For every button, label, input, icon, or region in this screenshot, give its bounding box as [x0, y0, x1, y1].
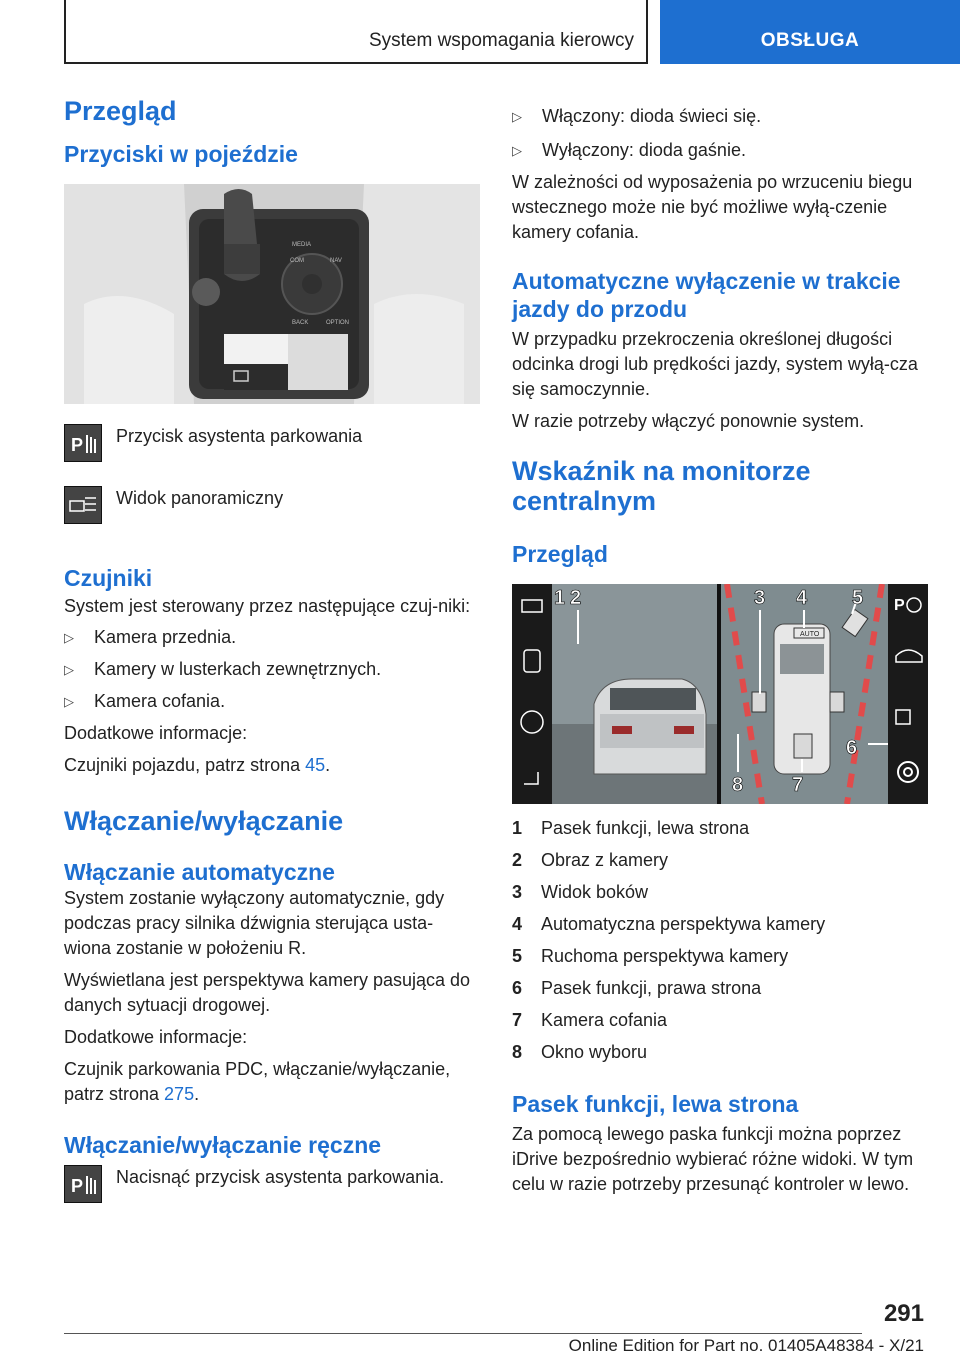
callout-4: 4 [796, 587, 808, 609]
item-parking-button [64, 424, 480, 468]
sensor-item: ▷ Kamera przednia. [64, 625, 480, 650]
callout-2: 2 [570, 587, 582, 609]
led-on-item: ▷ Włączony: dioda świeci się. [512, 104, 928, 129]
sensors-reference: Czujniki pojazdu, patrz strona 45. [64, 755, 331, 775]
legend-item [512, 944, 928, 976]
legend-item [512, 1040, 928, 1072]
callout-1: 1 [554, 587, 566, 609]
label-com: COM [290, 258, 304, 264]
monitor-illustration [512, 584, 928, 804]
sensor-item: ▷ Kamera cofania. [64, 689, 480, 714]
auto-paragraph-1: System zostanie wyłączony automatycznie, gdy podczas pracy silnika dźwignia sterująca usta-wiona zostanie w położeniu R. [64, 888, 445, 958]
legend-text: Obraz z kamery [541, 850, 669, 870]
left-bar-paragraph: Za pomocą lewego paska funkcji można poprzez iDrive bezpośrednio wybierać różne widoki. W tym celu w razie potrzeby przesunąć kontroler w lewo. [512, 1124, 914, 1194]
heading-overview-2: Przegląd [512, 541, 608, 567]
label-option: OPTION [326, 320, 350, 326]
pdc-reference: Czujnik parkowania PDC, włączanie/wyłączanie, patrz strona 275. [64, 1059, 451, 1104]
legend-text: Ruchoma perspektywa kamery [541, 946, 789, 966]
legend-number: 2 [512, 850, 523, 870]
sensors-intro: System jest sterowany przez następujące czuj-niki: [64, 596, 471, 616]
pdc-ref-text: Czujnik parkowania PDC, włączanie/wyłączanie, patrz strona [64, 1059, 451, 1104]
label-media: MEDIA [292, 242, 312, 248]
header-section-title: System wspomagania kierowcy [368, 30, 634, 51]
legend-item [512, 1008, 928, 1040]
legend-number: 6 [512, 978, 523, 998]
legend-item [512, 816, 928, 848]
parking-icon: P [894, 597, 905, 614]
svg-text:P: P [71, 1176, 84, 1196]
legend-item [512, 848, 928, 880]
legend-text: Widok boków [541, 882, 649, 902]
label-nav: NAV [330, 258, 342, 264]
legend-item [512, 880, 928, 912]
heading-left-bar: Pasek funkcji, lewa strona [512, 1091, 799, 1117]
legend-number: 1 [512, 818, 523, 838]
heading-overview: Przegląd [64, 96, 177, 126]
heading-auto-on: Włączanie automatyczne [64, 859, 335, 885]
legend-number: 3 [512, 882, 523, 902]
led-off-item: ▷ Wyłączony: dioda gaśnie. [512, 138, 928, 163]
right-column [512, 96, 928, 1197]
callout-7: 7 [792, 774, 804, 796]
legend-item [512, 976, 928, 1008]
legend-text: Okno wyboru [541, 1042, 648, 1062]
legend-text: Pasek funkcji, prawa strona [541, 978, 762, 998]
monitor-screenshot [512, 584, 928, 804]
sensors-list [64, 625, 480, 714]
legend-number: 8 [512, 1042, 523, 1062]
label-back: BACK [292, 320, 309, 326]
heading-sensors: Czujniki [64, 565, 153, 591]
manual-label: Nacisnąć przycisk asystenta parkowania. [116, 1167, 445, 1187]
heading-buttons: Przyciski w pojeździe [64, 141, 298, 167]
callout-3: 3 [754, 587, 766, 609]
pdc-page-link[interactable]: 275 [164, 1084, 195, 1104]
item-manual [64, 1165, 480, 1209]
footer-edition: Online Edition for Part no. 01405A48384 - X/21 [568, 1336, 924, 1355]
heading-display: Wskaźnik na monitorze centralnym [512, 456, 811, 516]
auto-paragraph-2: Wyświetlana jest perspektywa kamery pasująca do danych sytuacji drogowej. [64, 970, 471, 1015]
svg-text:P: P [71, 435, 84, 455]
parking-assistant-icon [64, 1165, 102, 1203]
auto-off-paragraph-2: W razie potrzeby włączyć ponownie system. [512, 411, 865, 431]
console-photo [64, 184, 480, 404]
auto-off-paragraph-1: W przypadku przekroczenia określonej długości odcinka drogi lub prędkości jazdy, system wyłą-cza się samoczynnie. [512, 329, 918, 399]
legend-number: 5 [512, 946, 523, 966]
more-info-label: Dodatkowe informacje: [64, 1027, 248, 1047]
legend-number: 7 [512, 1010, 523, 1030]
parking-assistant-icon [64, 424, 102, 462]
legend-text: Kamera cofania [541, 1010, 668, 1030]
header-chapter-tab [660, 0, 960, 64]
auto-label: AUTO [800, 631, 820, 638]
heading-on-off: Włączanie/wyłączanie [64, 806, 344, 836]
header-chapter-title: OBSŁUGA [760, 30, 860, 51]
legend-list [512, 816, 928, 1072]
page-number: 291 [883, 1300, 924, 1327]
heading-manual: Włączanie/wyłączanie ręczne [64, 1132, 382, 1158]
left-column [64, 96, 480, 1209]
parking-button-label: Przycisk asystenta parkowania [116, 426, 363, 446]
item-panorama-button [64, 486, 480, 530]
footer-divider [64, 1333, 862, 1334]
more-info-label: Dodatkowe informacje: [64, 723, 248, 743]
equipment-note: W zależności od wyposażenia po wrzuceniu biegu wstecznego może nie być możliwe wyłą-czenie kamery cofania. [512, 172, 913, 242]
panorama-view-icon [64, 486, 102, 524]
header-section-tab [64, 0, 648, 64]
legend-number: 4 [512, 914, 523, 934]
callout-6: 6 [846, 737, 858, 759]
callout-8: 8 [732, 774, 744, 796]
sensors-ref-text: Czujniki pojazdu, patrz strona [64, 755, 306, 775]
heading-auto-off: Automatyczne wyłączenie w trakcie jazdy do przodu [512, 268, 901, 322]
sensors-page-link[interactable]: 45 [305, 755, 326, 775]
legend-text: Automatyczna perspektywa kamery [541, 914, 826, 934]
legend-item [512, 912, 928, 944]
legend-text: Pasek funkcji, lewa strona [541, 818, 750, 838]
callout-5: 5 [852, 587, 864, 609]
console-illustration [64, 184, 480, 404]
panorama-label: Widok panoramiczny [116, 488, 284, 508]
sensor-item: ▷ Kamery w lusterkach zewnętrznych. [64, 657, 480, 682]
